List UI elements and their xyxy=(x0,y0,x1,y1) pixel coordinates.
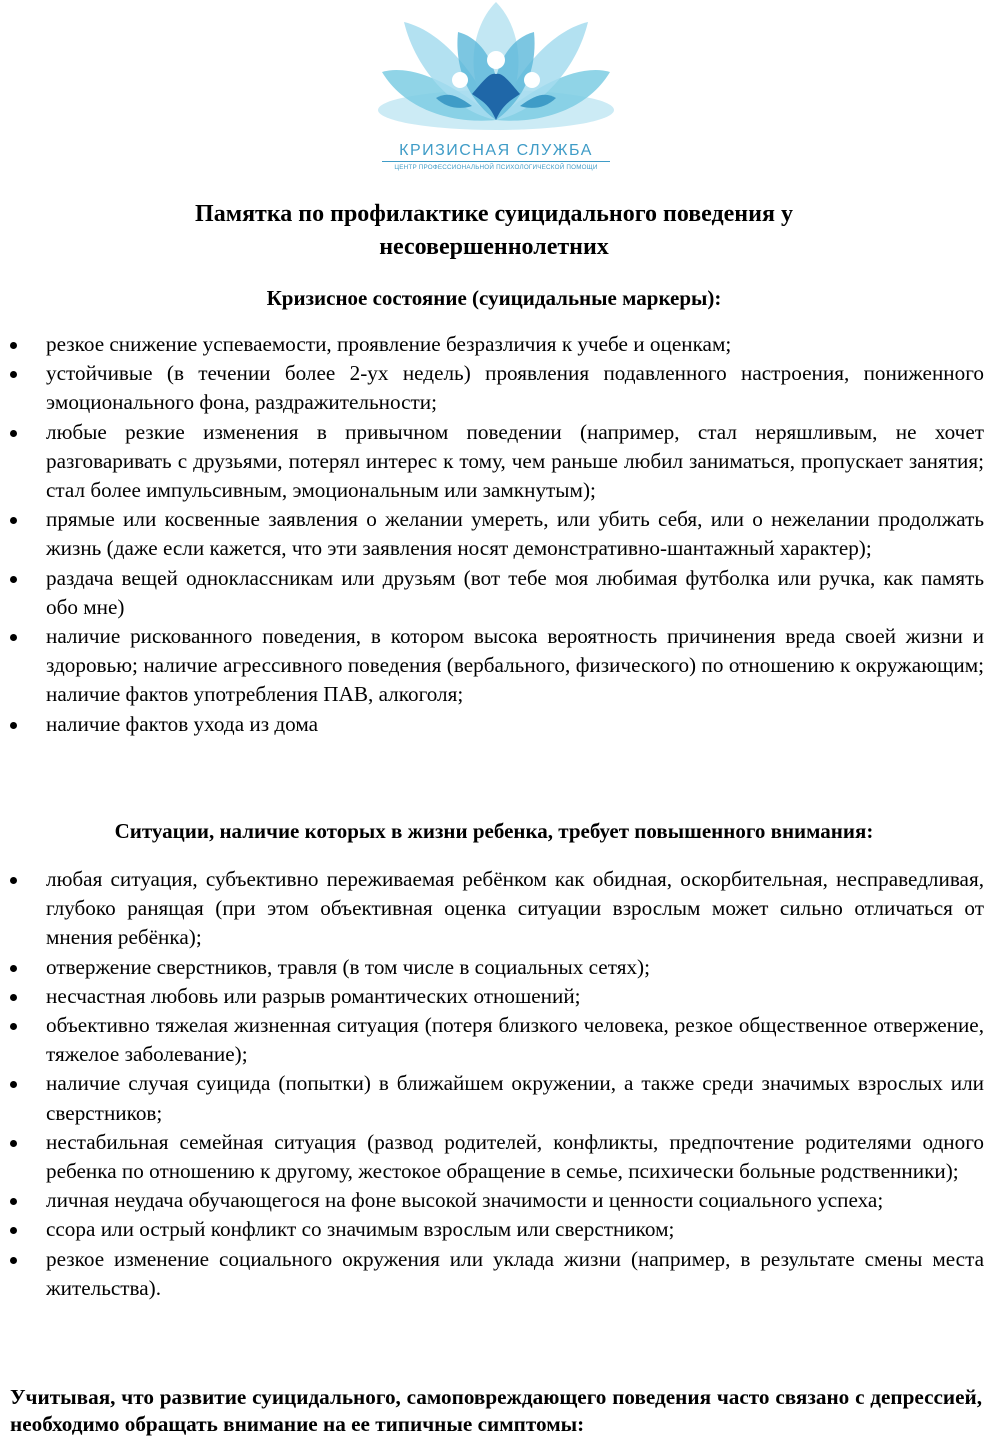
list-item-text: ссора или острый конфликт со значимым взрослым или сверстником; xyxy=(46,1217,675,1242)
logo-name: КРИЗИСНАЯ СЛУЖБА xyxy=(399,142,593,159)
risk-situations-list xyxy=(0,865,988,1303)
bullet-icon xyxy=(10,576,17,583)
bullet-icon xyxy=(10,722,17,729)
bullet-icon xyxy=(10,1023,17,1030)
list-item xyxy=(0,982,988,1011)
list-item-text: наличие рискованного поведения, в котором высока вероятность причинения вреда своей жизни и здоровью; наличие агрессивного поведения (вербального, физического) по отношению к окружающим; наличие фактов употребления ПАВ, алкоголя; xyxy=(46,624,984,707)
list-item-text: любая ситуация, субъективно переживаемая ребёнком как обидная, оскорбительная, несправедливая, глубоко ранящая (при этом объективная оценка ситуации взрослым может сильно отличаться от мнения ребёнка); xyxy=(46,867,984,950)
list-item xyxy=(0,710,988,739)
depression-symptoms-intro: Учитывая, что развитие суицидального, самоповреждающего поведения часто связано с депрессией, необходимо обращать внимание на ее типичные симптомы: xyxy=(10,1385,982,1436)
bullet-icon xyxy=(10,1081,17,1088)
list-item-text: наличие случая суицида (попытки) в ближайшем окружении, а также среди значимых взрослых или сверстников; xyxy=(46,1071,984,1125)
section-heading-risk-situations: Ситуации, наличие которых в жизни ребенка, требует повышенного внимания: xyxy=(114,819,874,843)
bullet-icon xyxy=(10,1140,17,1147)
list-item xyxy=(0,622,988,710)
list-item-text: личная неудача обучающегося на фоне высокой значимости и ценности социального успеха; xyxy=(46,1188,884,1213)
list-item-text: отвержение сверстников, травля (в том числе в социальных сетях); xyxy=(46,954,650,979)
bullet-icon xyxy=(10,1198,17,1205)
list-item xyxy=(0,1186,988,1215)
crisis-service-logo xyxy=(376,2,616,178)
logo-subtitle: ЦЕНТР ПРОФЕССИОНАЛЬНОЙ ПСИХОЛОГИЧЕСКОЙ ПОМОЩИ xyxy=(394,164,598,171)
list-item xyxy=(0,865,988,953)
bullet-icon xyxy=(10,965,17,972)
bullet-icon xyxy=(10,342,17,349)
list-item xyxy=(0,418,988,506)
list-item-text: наличие фактов ухода из дома xyxy=(46,711,319,736)
list-item-text: любые резкие изменения в привычном поведении (например, стал неряшливым, не хочет разговаривать с друзьями, потерял интерес к тому, чем раньше любил заниматься, пропускает занятия; стал более импульсивным, эмоциональным или замкнутым); xyxy=(46,419,984,503)
list-item-text: прямые или косвенные заявления о желании умереть, или убить себя, или о нежелании продолжать жизнь (даже если кажется, что эти заявления носят демонстративно-шантажный характер); xyxy=(46,507,984,561)
bullet-icon xyxy=(10,1227,17,1234)
bullet-icon xyxy=(10,430,17,437)
list-item-text: несчастная любовь или разрыв романтических отношений; xyxy=(46,983,581,1008)
list-item-text: устойчивые (в течении более 2-ух недель) проявления подавленного настроения, пониженного эмоционального фона, раздражительности; xyxy=(46,361,984,415)
logo-divider xyxy=(382,161,610,162)
list-item xyxy=(0,1215,988,1244)
list-item xyxy=(0,564,988,622)
list-item xyxy=(0,1011,988,1069)
list-item-text: раздача вещей одноклассникам или друзьям (вот тебе моя любимая футболка или ручка, как память обо мне) xyxy=(46,565,984,619)
list-item-text: резкое снижение успеваемости, проявление безразличия к учебе и оценкам; xyxy=(46,332,732,356)
list-item xyxy=(0,359,988,417)
list-item xyxy=(0,330,988,359)
bullet-icon xyxy=(10,517,17,524)
bullet-icon xyxy=(10,1257,17,1264)
bullet-icon xyxy=(10,994,17,1001)
list-item xyxy=(0,1069,988,1127)
lotus-icon xyxy=(376,2,616,142)
bullet-icon xyxy=(10,371,17,378)
bullet-icon xyxy=(10,634,17,641)
list-item xyxy=(0,953,988,982)
list-item-text: нестабильная семейная ситуация (развод родителей, конфликты, предпочтение родителями одного ребенка по отношению к другому, жестокое обращение в семье, психически больные родственники); xyxy=(46,1129,984,1184)
page-title: Памятка по профилактике суицидального поведения у несовершеннолетних xyxy=(195,201,793,260)
section-heading-crisis-markers: Кризисное состояние (суицидальные маркеры): xyxy=(266,286,722,310)
crisis-markers-list xyxy=(0,330,988,739)
list-item xyxy=(0,505,988,563)
list-item-text: резкое изменение социального окружения или уклада жизни (например, в результате смены места жительства). xyxy=(46,1246,984,1300)
list-item xyxy=(0,1245,988,1303)
list-item xyxy=(0,1128,988,1186)
list-item-text: объективно тяжелая жизненная ситуация (потеря близкого человека, резкое общественное отвержение, тяжелое заболевание); xyxy=(46,1013,984,1067)
bullet-icon xyxy=(10,877,17,884)
